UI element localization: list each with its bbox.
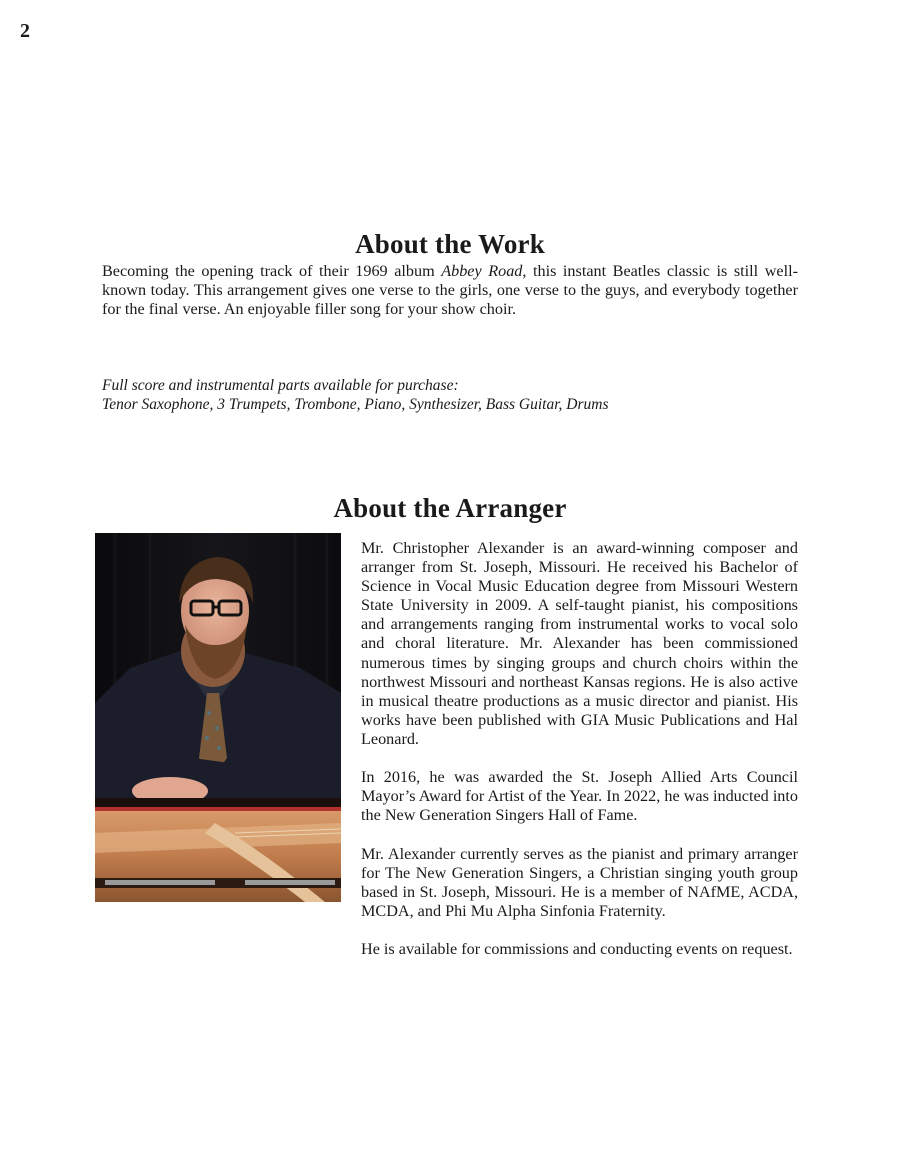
parts-intro: Full score and instrumental parts available for purchase:: [102, 377, 459, 394]
about-work-text: [102, 262, 798, 319]
parts-list: Tenor Saxophone, 3 Trumpets, Trombone, Piano, Synthesizer, Bass Guitar, Drums: [102, 396, 609, 413]
arranger-photo: [95, 533, 341, 902]
bio-paragraph: Mr. Christopher Alexander is an award-winning composer and arranger from St. Joseph, Missouri. He received his Bachelor of Science in Vocal Music Education degree from Missouri Western State University in 2009. A self-taught pianist, his compositions and arrangements ranging from instrumental works to vocal solo and choral literature. Mr. Alexander has been commissioned numerous times by singing groups and church choirs within the northwest Missouri and northeast Kansas regions. He is also active in musical theatre productions as a music director and pianist. His works have been published with GIA Music Publications and Hal Leonard.: [361, 539, 798, 748]
about-work-heading: About the Work: [355, 229, 545, 259]
page-number: 2: [20, 20, 30, 42]
instrumental-parts: [102, 376, 802, 414]
about-arranger-heading: About the Arranger: [333, 493, 567, 523]
about-work-text-before: Becoming the opening track of their 1969 album: [102, 262, 442, 280]
bio-paragraph: He is available for commissions and conducting events on request.: [361, 939, 793, 958]
album-title: Abbey Road: [441, 262, 523, 280]
about-work-text-after: , this instant Beatles classic is still well-known today. This arrangement gives one verse to the girls, one verse to the guys, and everybody together for the final verse. An enjoyable filler song for your show choir.: [102, 262, 798, 318]
arranger-bio: [361, 539, 798, 978]
bio-paragraph: Mr. Alexander currently serves as the pianist and primary arranger for The New Generation Singers, a Christian singing youth group based in St. Joseph, Missouri. He is a member of NAfME, ACDA, MCDA, and Phi Mu Alpha Sinfonia Fraternity.: [361, 844, 798, 920]
bio-paragraph: In 2016, he was awarded the St. Joseph Allied Arts Council Mayor’s Award for Artist of the Year. In 2022, he was inducted into the New Generation Singers Hall of Fame.: [361, 768, 798, 825]
